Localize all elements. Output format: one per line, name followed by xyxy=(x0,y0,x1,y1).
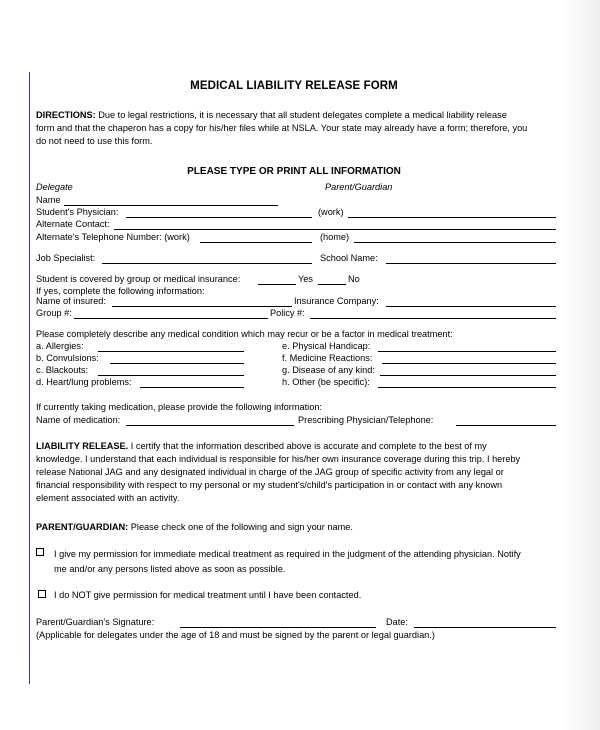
school-name-label: School Name: xyxy=(320,253,378,263)
allergies-field[interactable] xyxy=(98,351,244,352)
condition-physical-handicap: e. Physical Handicap: xyxy=(282,341,371,351)
date-field[interactable] xyxy=(414,627,556,628)
other-field[interactable] xyxy=(378,387,556,388)
form-title: MEDICAL LIABILITY RELEASE FORM xyxy=(190,80,398,92)
medication-intro: If currently taking medication, please provide the following information: xyxy=(36,402,322,412)
condition-blackouts: c. Blackouts: xyxy=(36,365,89,375)
no-permission-text: I do NOT give permission for medical treatment until I have been contacted. xyxy=(54,590,362,600)
physician-work-field[interactable] xyxy=(348,217,556,218)
directions-line3: do not need to use this form. xyxy=(36,136,153,146)
directions-label: DIRECTIONS: xyxy=(36,110,96,120)
alt-phone-home-field[interactable] xyxy=(354,242,556,243)
alt-contact-label: Alternate Contact: xyxy=(36,219,110,229)
no-label: No xyxy=(348,274,360,284)
policy-field[interactable] xyxy=(310,318,556,319)
directions-line1: Due to legal restrictions, it is necessary that all student delegates complete a medical liability release xyxy=(95,110,507,120)
permission-text xyxy=(54,547,521,577)
condition-disease: g. Disease of any kind: xyxy=(282,365,375,375)
name-insured-label: Name of insured: xyxy=(36,296,106,306)
date-label: Date: xyxy=(386,617,408,627)
insurance-company-label: Insurance Company: xyxy=(294,296,379,306)
no-permission-checkbox[interactable] xyxy=(38,590,46,598)
yes-label: Yes xyxy=(298,274,313,284)
condition-allergies: a. Allergies: xyxy=(36,341,84,351)
info-heading: PLEASE TYPE OR PRINT ALL INFORMATION xyxy=(187,166,401,177)
conditions-intro: Please completely describe any medical condition which may recur or be a factor in medical treatment: xyxy=(36,329,453,339)
alt-phone-label: Alternate's Telephone Number: (work) xyxy=(36,232,190,242)
condition-convulsions: b. Convulsions: xyxy=(36,353,99,363)
margin-rule xyxy=(29,72,30,684)
signature-label: Parent/Guardian's Signature: xyxy=(36,617,155,627)
medication-name-field[interactable] xyxy=(126,425,294,426)
medication-name-label: Name of medication: xyxy=(36,415,121,425)
delegate-label: Delegate xyxy=(36,182,73,192)
medicine-reactions-field[interactable] xyxy=(382,363,556,364)
insurance-yes-field[interactable] xyxy=(258,284,296,285)
directions-line2: form and that the chaperon has a copy for his/her files while at NSLA. Your state may already have a form; therefore, you xyxy=(36,123,528,133)
physician-label: Student's Physician: xyxy=(36,207,119,217)
policy-label: Policy #: xyxy=(270,308,305,318)
liability-line2: knowledge. I understand that each individual is responsible for his/her own insurance coverage during this trip. I hereby xyxy=(36,454,521,464)
liability-label: LIABILITY RELEASE. xyxy=(36,441,129,451)
insurance-question: Student is covered by group or medical insurance: xyxy=(36,274,241,284)
heart-lung-field[interactable] xyxy=(140,387,244,388)
name-field[interactable] xyxy=(64,205,278,206)
condition-other: h. Other (be specific): xyxy=(282,377,370,387)
directions-paragraph xyxy=(36,109,560,148)
permission-line1: I give my permission for immediate medical treatment as required in the judgment of the attending physician. Notify xyxy=(54,549,521,559)
blackouts-field[interactable] xyxy=(98,375,244,376)
group-field[interactable] xyxy=(74,318,268,319)
liability-line3: release National JAG and any designated individual in charge of the JAG group of specific activity from any legal or xyxy=(36,467,504,477)
prescribing-label: Prescribing Physician/Telephone: xyxy=(298,415,434,425)
if-yes-label: If yes, complete the following information: xyxy=(36,286,205,296)
alt-phone-work-field[interactable] xyxy=(200,242,312,243)
home-label: (home) xyxy=(320,232,350,242)
physical-handicap-field[interactable] xyxy=(378,351,556,352)
condition-medicine-reactions: f. Medicine Reactions: xyxy=(282,353,373,363)
condition-heart-lung: d. Heart/lung problems: xyxy=(36,377,132,387)
prescribing-field[interactable] xyxy=(456,425,556,426)
liability-paragraph xyxy=(36,440,560,505)
name-label: Name xyxy=(36,195,61,205)
parent-guardian-label: Parent/Guardian xyxy=(325,182,393,192)
parent-section-text: Please check one of the following and sign your name. xyxy=(128,522,353,532)
convulsions-field[interactable] xyxy=(110,363,244,364)
disease-field[interactable] xyxy=(380,375,556,376)
insurance-company-field[interactable] xyxy=(386,306,556,307)
physician-field[interactable] xyxy=(126,217,312,218)
job-specialist-label: Job Specialist: xyxy=(36,253,96,263)
permission-checkbox[interactable] xyxy=(36,548,44,556)
liability-line4: financial responsibility with respect to my personal or my student's/child's participation in or contact with any known xyxy=(36,480,503,490)
parent-section xyxy=(36,522,353,532)
applicable-note: (Applicable for delegates under the age of 18 and must be signed by the parent or legal guardian.) xyxy=(36,630,435,640)
work-label: (work) xyxy=(318,207,344,217)
liability-line5: element associated with an activity. xyxy=(36,493,180,503)
permission-line2: me and/or any persons listed above as soon as possible. xyxy=(54,564,286,574)
liability-line1: I certify that the information described above is accurate and complete to the best of my xyxy=(128,441,487,451)
alt-contact-field[interactable] xyxy=(114,229,556,230)
school-name-field[interactable] xyxy=(386,263,556,264)
group-label: Group #: xyxy=(36,308,72,318)
job-specialist-field[interactable] xyxy=(102,263,312,264)
name-insured-field[interactable] xyxy=(112,306,292,307)
signature-field[interactable] xyxy=(180,627,376,628)
insurance-no-field[interactable] xyxy=(318,284,346,285)
parent-section-label: PARENT/GUARDIAN: xyxy=(36,522,129,532)
